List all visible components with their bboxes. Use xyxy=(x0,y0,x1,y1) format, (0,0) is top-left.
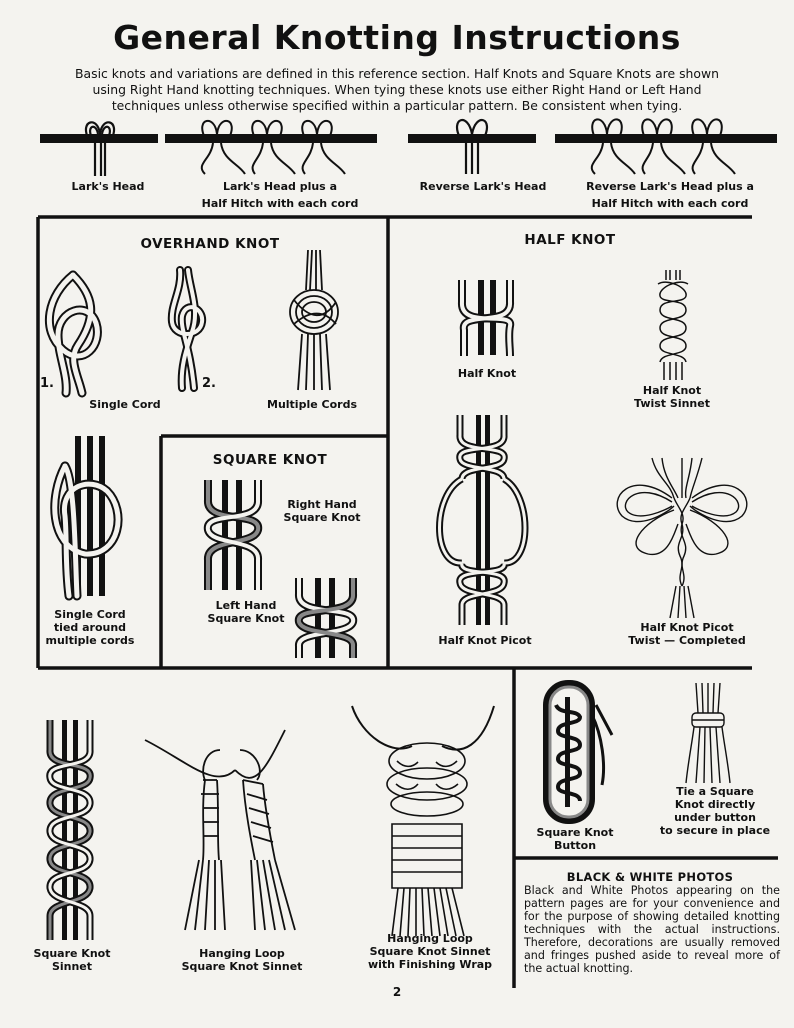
larks-head-label: Lark's Head xyxy=(71,180,145,193)
wrap-label-1: Hanging Loop xyxy=(387,932,473,945)
left-hand-label-2: Square Knot xyxy=(207,612,285,625)
bw-photos-title: BLACK & WHITE PHOTOS xyxy=(566,870,734,884)
sinnet-label-2: Sinnet xyxy=(51,960,93,973)
page-title: General Knotting Instructions xyxy=(113,18,681,57)
around-label-1: Single Cord xyxy=(54,608,126,621)
button-label-2: Button xyxy=(553,839,597,852)
half-knot-picot-twist-illustration xyxy=(612,458,752,618)
half-knot-picot-label: Half Knot Picot xyxy=(438,634,532,647)
twist-sinnet-label-2: Twist Sinnet xyxy=(634,397,710,410)
twist-sinnet-label-1: Half Knot xyxy=(642,384,702,397)
page-number: 2 xyxy=(392,985,402,999)
tie-label-2: Knot directly xyxy=(674,798,756,811)
square-knot-button-illustration xyxy=(536,675,616,825)
reverse-hitch-label-1: Reverse Lark's Head plus a xyxy=(586,180,754,193)
overhand-step-2: 2. xyxy=(202,376,216,391)
half-knot-label: Half Knot xyxy=(457,367,517,380)
multiple-cords-label: Multiple Cords xyxy=(267,398,357,411)
reverse-larks-head-hitch-illustration xyxy=(555,112,780,182)
right-hand-label-2: Square Knot xyxy=(283,511,361,524)
tie-label-3: under button xyxy=(674,811,756,824)
intro-paragraph: Basic knots and variations are defined in this reference section. Half Knots and Square Knots are shown using Right Hand knotting techniques. When tying these knots use either Right Hand or Left Hand techniques unless otherwise specified within a particular pattern. Be consistent when tying. xyxy=(75,66,719,113)
sinnet-label-1: Square Knot xyxy=(33,947,111,960)
button-label-1: Square Knot xyxy=(536,826,614,839)
tie-label-1: Tie a Square xyxy=(676,785,754,798)
reverse-larks-head-illustration xyxy=(408,112,538,177)
reverse-larks-head-label: Reverse Lark's Head xyxy=(419,180,547,193)
tie-square-knot-illustration xyxy=(678,683,738,783)
half-title: HALF KNOT xyxy=(524,232,616,248)
square-title: SQUARE KNOT xyxy=(212,452,328,468)
wrap-label-3: with Finishing Wrap xyxy=(367,958,493,971)
overhand-step-1: 1. xyxy=(40,376,54,391)
bw-photos-body: Black and White Photos appearing on the pattern pages are for your convenience and for the purpose of showing detailed knotting techniques with the actual instructions. Therefore, decorations are usually removed and fringes pushed aside to reveal more of the actual knotting. xyxy=(524,884,780,975)
hanging-label-1: Hanging Loop xyxy=(199,947,285,960)
half-knot-picot-illustration xyxy=(432,415,532,625)
overhand-around-cords-illustration xyxy=(45,436,135,596)
hanging-loop-finishing-wrap-illustration xyxy=(352,706,502,936)
picot-twist-label-1: Half Knot Picot xyxy=(640,621,734,634)
hanging-label-2: Square Knot Sinnet xyxy=(181,960,303,973)
around-label-3: multiple cords xyxy=(45,634,135,647)
wrap-label-2: Square Knot Sinnet xyxy=(369,945,491,958)
square-knot-sinnet-illustration xyxy=(30,720,110,940)
overhand-title: OVERHAND KNOT xyxy=(140,236,280,252)
half-knot-illustration xyxy=(452,280,522,360)
reverse-hitch-label-2: Half Hitch with each cord xyxy=(591,197,749,210)
larks-head-hitch-illustration xyxy=(165,112,380,182)
overhand-single-cord-2-illustration xyxy=(160,270,220,390)
hanging-loop-sinnet-illustration xyxy=(145,730,325,930)
left-hand-label-1: Left Hand xyxy=(215,599,277,612)
around-label-2: tied around xyxy=(53,621,127,634)
half-knot-twist-illustration xyxy=(648,270,698,380)
picot-twist-label-2: Twist — Completed xyxy=(628,634,746,647)
left-hand-square-knot-illustration xyxy=(287,578,367,658)
larks-head-illustration xyxy=(40,112,160,177)
single-cord-label: Single Cord xyxy=(89,398,161,411)
tie-label-4: to secure in place xyxy=(659,824,771,837)
larks-head-hitch-label-1: Lark's Head plus a xyxy=(223,180,337,193)
larks-head-hitch-label-2: Half Hitch with each cord xyxy=(201,197,359,210)
right-hand-square-knot-illustration xyxy=(198,480,268,590)
overhand-multiple-cords-illustration xyxy=(280,250,350,390)
right-hand-label-1: Right Hand xyxy=(287,498,357,511)
